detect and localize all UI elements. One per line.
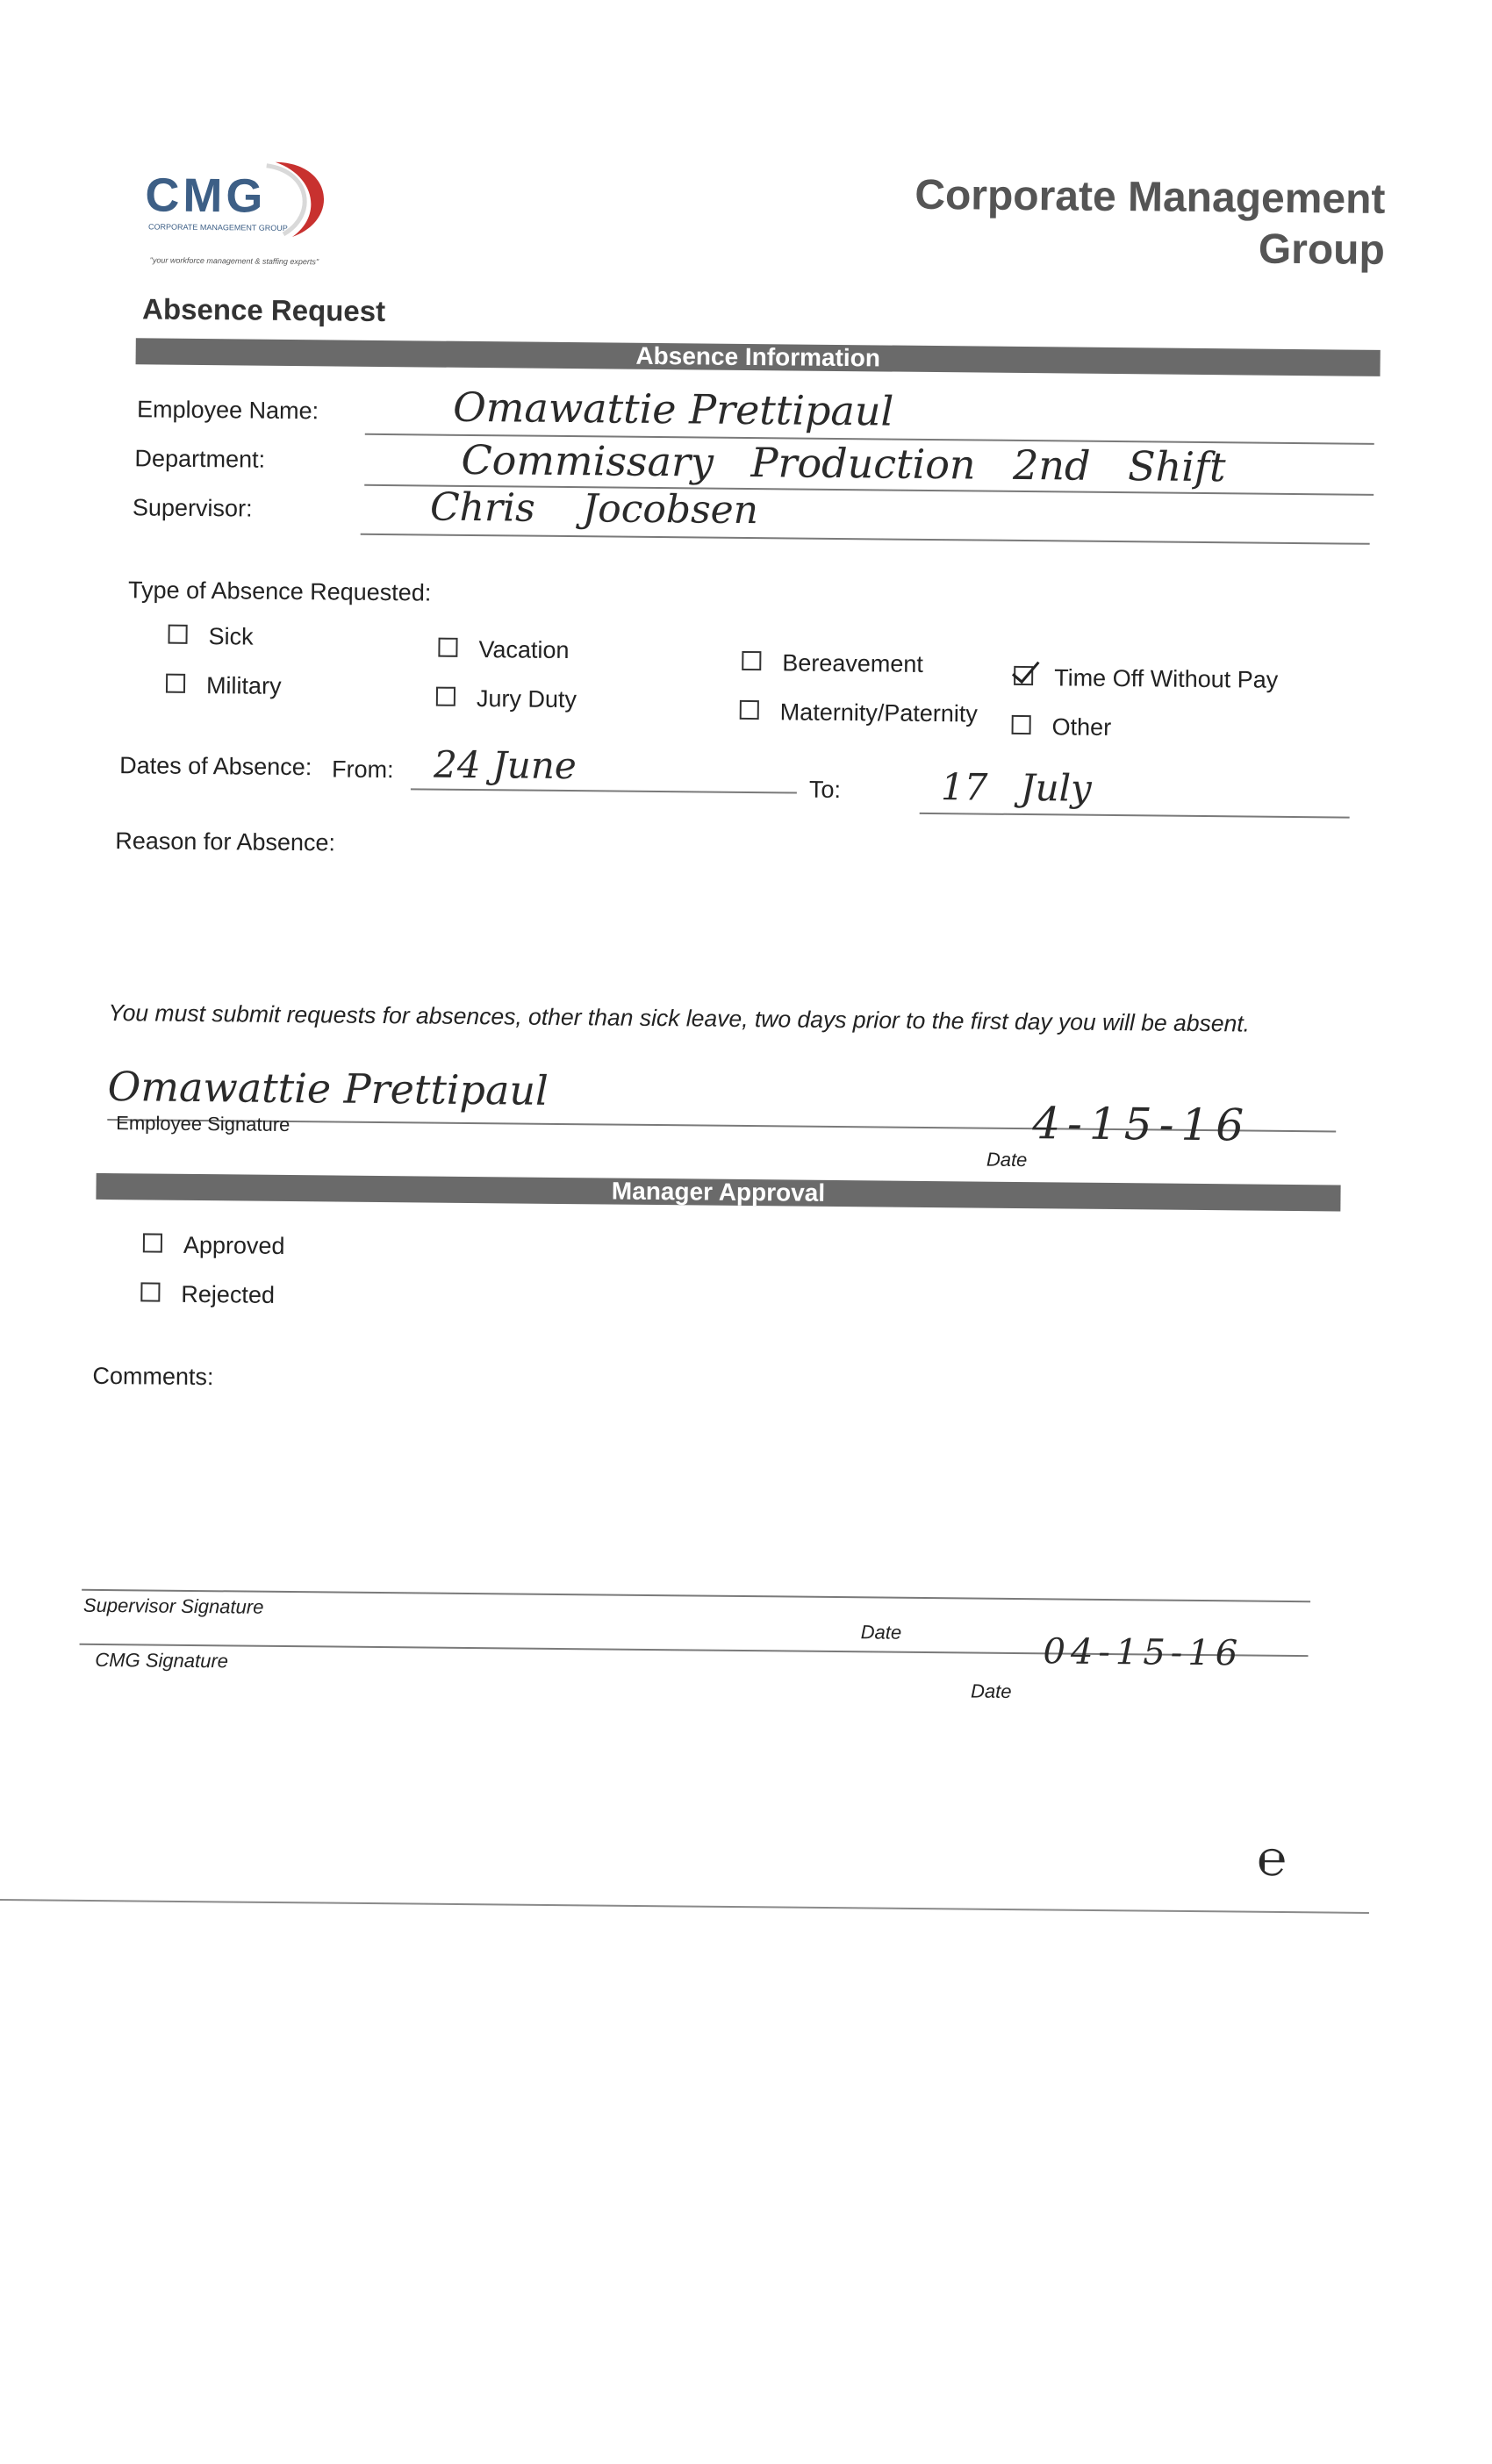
bereavement-checkbox[interactable] <box>742 651 761 670</box>
cmg-logo <box>143 152 346 268</box>
approved-checkbox[interactable] <box>143 1233 162 1252</box>
submission-notice: You must submit requests for absences, other than sick leave, two days prior to the first day you will be absent. <box>108 999 1251 1037</box>
to-date-line <box>920 813 1350 819</box>
absence-information-bar <box>136 338 1381 376</box>
other-label: Other <box>1051 713 1112 741</box>
manager-approval-bar <box>96 1173 1340 1212</box>
supervisor-signature-line <box>82 1589 1310 1602</box>
rejected-checkbox[interactable] <box>140 1282 160 1301</box>
bereavement-label: Bereavement <box>782 649 924 677</box>
dates-of-absence-label: Dates of Absence: <box>119 752 312 781</box>
logo-tagline: "your workforce management & staffing experts" <box>149 255 319 267</box>
absence-information-title: Absence Information <box>635 341 881 372</box>
military-label: Military <box>205 672 282 699</box>
maternity-paternity-checkbox[interactable] <box>740 700 759 720</box>
sick-checkbox[interactable] <box>168 625 187 644</box>
supervisor-line <box>361 534 1370 545</box>
cmg-date-label: Date <box>970 1680 1012 1702</box>
supervisor-signature-label: Supervisor Signature <box>82 1594 264 1618</box>
from-label: From: <box>331 756 394 784</box>
other-checkbox[interactable] <box>1012 715 1031 734</box>
employee-name-value[interactable]: Omawattie Prettipaul <box>452 383 894 435</box>
jury-duty-label: Jury Duty <box>476 685 577 713</box>
department-label: Department: <box>134 445 266 473</box>
approved-label: Approved <box>183 1231 285 1259</box>
cmg-date-value[interactable]: 04-15-16 <box>1043 1631 1244 1674</box>
time-off-without-pay-checkbox[interactable] <box>1014 666 1033 685</box>
supervisor-date-label: Date <box>860 1621 902 1644</box>
supervisor-value[interactable]: Chris Jocobsen <box>429 484 759 534</box>
employee-date-label: Date <box>986 1148 1028 1171</box>
department-value[interactable]: Commissary Production 2nd Shift <box>461 435 1226 491</box>
employee-signature-label: Employee Signature <box>116 1112 291 1136</box>
from-date-value[interactable]: 24 June <box>433 742 577 788</box>
employee-signature-value[interactable]: Omawattie Prettipaul <box>107 1063 549 1114</box>
comments-label: Comments: <box>92 1362 214 1391</box>
vacation-label: Vacation <box>478 636 570 664</box>
company-name-line2: Group <box>1258 226 1386 274</box>
jury-duty-checkbox[interactable] <box>436 687 455 706</box>
logo-subtitle: CORPORATE MANAGEMENT GROUP <box>147 222 288 233</box>
cmg-signature-label: CMG Signature <box>95 1648 229 1673</box>
logo-text: CMG <box>145 168 267 223</box>
time-off-without-pay-label: Time Off Without Pay <box>1054 664 1279 693</box>
to-date-value[interactable]: 17 July <box>940 765 1093 810</box>
employee-name-label: Employee Name: <box>136 396 319 425</box>
type-of-absence-label: Type of Absence Requested: <box>127 577 432 606</box>
manager-approval-title: Manager Approval <box>611 1177 826 1207</box>
to-label: To: <box>808 776 842 804</box>
from-date-line <box>411 788 797 793</box>
employee-date-value[interactable]: 4-15-16 <box>1032 1098 1252 1151</box>
company-name <box>915 170 1386 276</box>
supervisor-label: Supervisor: <box>132 494 253 522</box>
military-checkbox[interactable] <box>166 674 185 693</box>
form-title: Absence Request <box>141 292 386 328</box>
reviewer-initials: ℮ <box>1256 1830 1288 1887</box>
reason-for-absence-label: Reason for Absence: <box>115 827 336 856</box>
rejected-label: Rejected <box>181 1280 276 1308</box>
sick-label: Sick <box>208 623 254 650</box>
company-name-line1: Corporate Management <box>915 171 1386 223</box>
maternity-paternity-label: Maternity/Paternity <box>779 698 978 727</box>
vacation-checkbox[interactable] <box>438 638 457 657</box>
